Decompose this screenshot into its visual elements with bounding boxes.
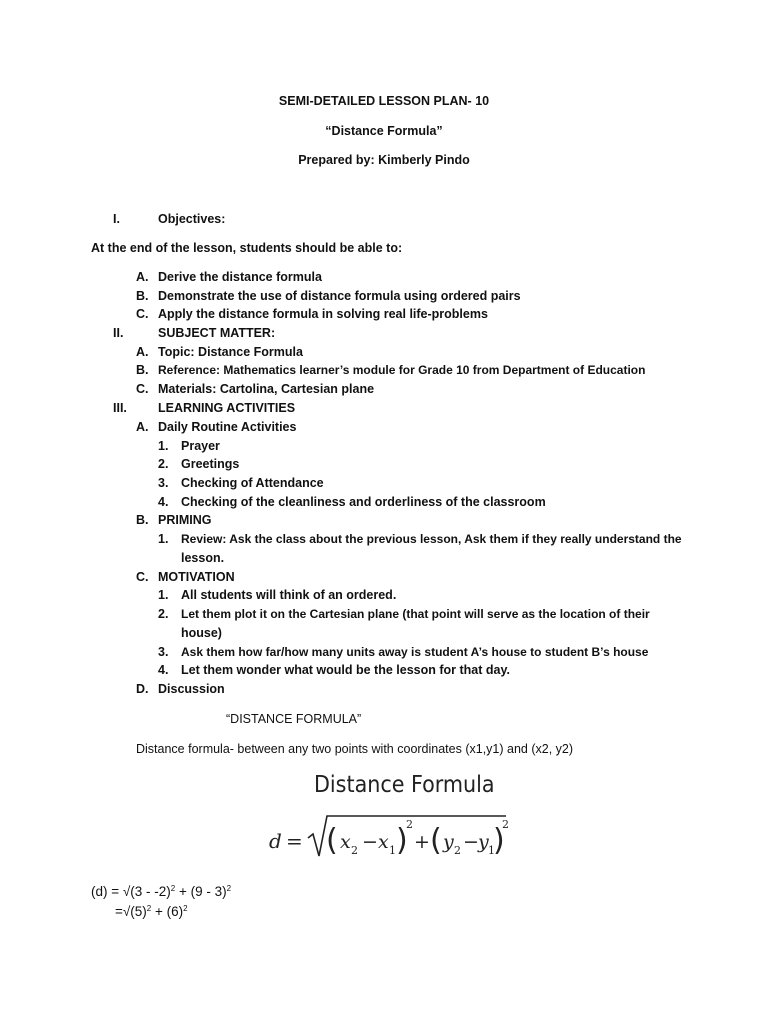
list-item: Greetings xyxy=(181,457,240,471)
section-heading: Objectives: xyxy=(158,212,226,226)
list-marker: C. xyxy=(136,382,149,396)
list-marker: 3. xyxy=(158,476,169,490)
formula-exp2: 2 xyxy=(502,818,509,831)
formula-x2: x xyxy=(340,831,351,853)
objectives-intro: At the end of the lesson, students should be able to: xyxy=(91,241,403,255)
formula-minus1: − xyxy=(362,831,378,853)
open-paren: ( xyxy=(326,823,338,858)
exponent: 2 xyxy=(170,884,176,893)
formula-y1: y xyxy=(478,831,489,853)
list-marker: 1. xyxy=(158,532,169,546)
formula-definition: Distance formula- between any two points with coordinates (x1,y1) and (x2, y2) xyxy=(136,742,574,756)
open-paren: ( xyxy=(430,823,442,858)
exponent: 2 xyxy=(226,884,232,893)
worked-line-2-main: =√(5) xyxy=(115,904,147,919)
close-paren: ) xyxy=(493,823,505,858)
list-item: Review: Ask the class about the previous lesson, Ask them if they really understand the xyxy=(181,532,682,546)
worked-line-2-mid: + (6) xyxy=(151,904,184,919)
formula-title: Distance Formula xyxy=(314,772,495,798)
formula-minus2: − xyxy=(463,831,479,853)
list-marker: 1. xyxy=(158,439,169,453)
list-item: Let them wonder what would be the lesson for that day. xyxy=(181,663,510,677)
list-item-continuation: house) xyxy=(181,626,222,640)
list-marker: C. xyxy=(136,570,149,584)
list-item: Demonstrate the use of distance formula using ordered pairs xyxy=(158,289,521,303)
prepared-by: Prepared by: Kimberly Pindo xyxy=(298,153,470,167)
list-marker: A. xyxy=(136,270,149,284)
list-marker: B. xyxy=(136,513,149,527)
subsection-heading: Daily Routine Activities xyxy=(158,420,297,434)
list-item: Derive the distance formula xyxy=(158,270,322,284)
section-numeral: II. xyxy=(113,326,124,340)
list-item: Checking of Attendance xyxy=(181,476,324,490)
section-numeral: I. xyxy=(113,212,120,226)
exponent: 2 xyxy=(183,904,188,913)
formula-y1-sub: 1 xyxy=(488,844,495,857)
list-item: Prayer xyxy=(181,439,220,453)
lesson-topic: “Distance Formula” xyxy=(325,124,443,138)
close-paren: ) xyxy=(396,823,408,858)
list-marker: C. xyxy=(136,307,149,321)
list-item-continuation: lesson. xyxy=(181,551,225,565)
list-marker: A. xyxy=(136,345,149,359)
formula-plus: + xyxy=(414,831,430,853)
list-item: Topic: Distance Formula xyxy=(158,345,303,359)
distance-formula-image xyxy=(264,764,510,870)
subsection-heading: PRIMING xyxy=(158,513,212,527)
subsection-heading: MOTIVATION xyxy=(158,570,235,584)
list-marker: D. xyxy=(136,682,149,696)
worked-line-2 xyxy=(115,904,188,920)
formula-d: d xyxy=(269,829,282,853)
formula-exp1: 2 xyxy=(406,818,413,831)
distance-formula-graphic xyxy=(264,764,510,870)
list-marker: 4. xyxy=(158,495,169,509)
list-marker: A. xyxy=(136,420,149,434)
worked-line-1-main: (d) = √(3 - -2) xyxy=(91,884,171,899)
formula-x1-sub: 1 xyxy=(389,844,396,857)
list-marker: 1. xyxy=(158,588,169,602)
worked-line-1-mid: + (9 - 3) xyxy=(175,884,227,899)
list-marker: B. xyxy=(136,289,149,303)
section-heading: LEARNING ACTIVITIES xyxy=(158,401,296,415)
formula-x2-sub: 2 xyxy=(351,844,358,857)
list-marker: 3. xyxy=(158,645,169,659)
list-item: Ask them how far/how many units away is student A’s house to student B’s house xyxy=(181,645,649,659)
document-title: SEMI-DETAILED LESSON PLAN- 10 xyxy=(278,94,490,108)
list-item: Materials: Cartolina, Cartesian plane xyxy=(158,382,375,396)
list-marker: 2. xyxy=(158,457,169,471)
section-numeral: III. xyxy=(113,401,127,415)
subsection-heading: Discussion xyxy=(158,682,225,696)
list-item: Checking of the cleanliness and orderliness of the classroom xyxy=(181,495,546,509)
list-item: Apply the distance formula in solving real life-problems xyxy=(158,307,488,321)
list-item: All students will think of an ordered. xyxy=(181,588,397,602)
formula-x1: x xyxy=(378,831,389,853)
worked-line-1 xyxy=(91,884,231,900)
formula-equals: = xyxy=(286,829,303,853)
section-heading: SUBJECT MATTER: xyxy=(158,326,276,340)
list-marker: 2. xyxy=(158,607,169,621)
formula-y2: y xyxy=(443,831,454,853)
list-marker: B. xyxy=(136,363,149,377)
list-item: Reference: Mathematics learner’s module for Grade 10 from Department of Education xyxy=(158,363,646,377)
formula-y2-sub: 2 xyxy=(454,844,461,857)
list-item: Let them plot it on the Cartesian plane (that point will serve as the location of their xyxy=(181,607,650,621)
discussion-subtitle: “DISTANCE FORMULA” xyxy=(226,712,362,726)
exponent: 2 xyxy=(146,904,152,913)
list-marker: 4. xyxy=(158,663,169,677)
